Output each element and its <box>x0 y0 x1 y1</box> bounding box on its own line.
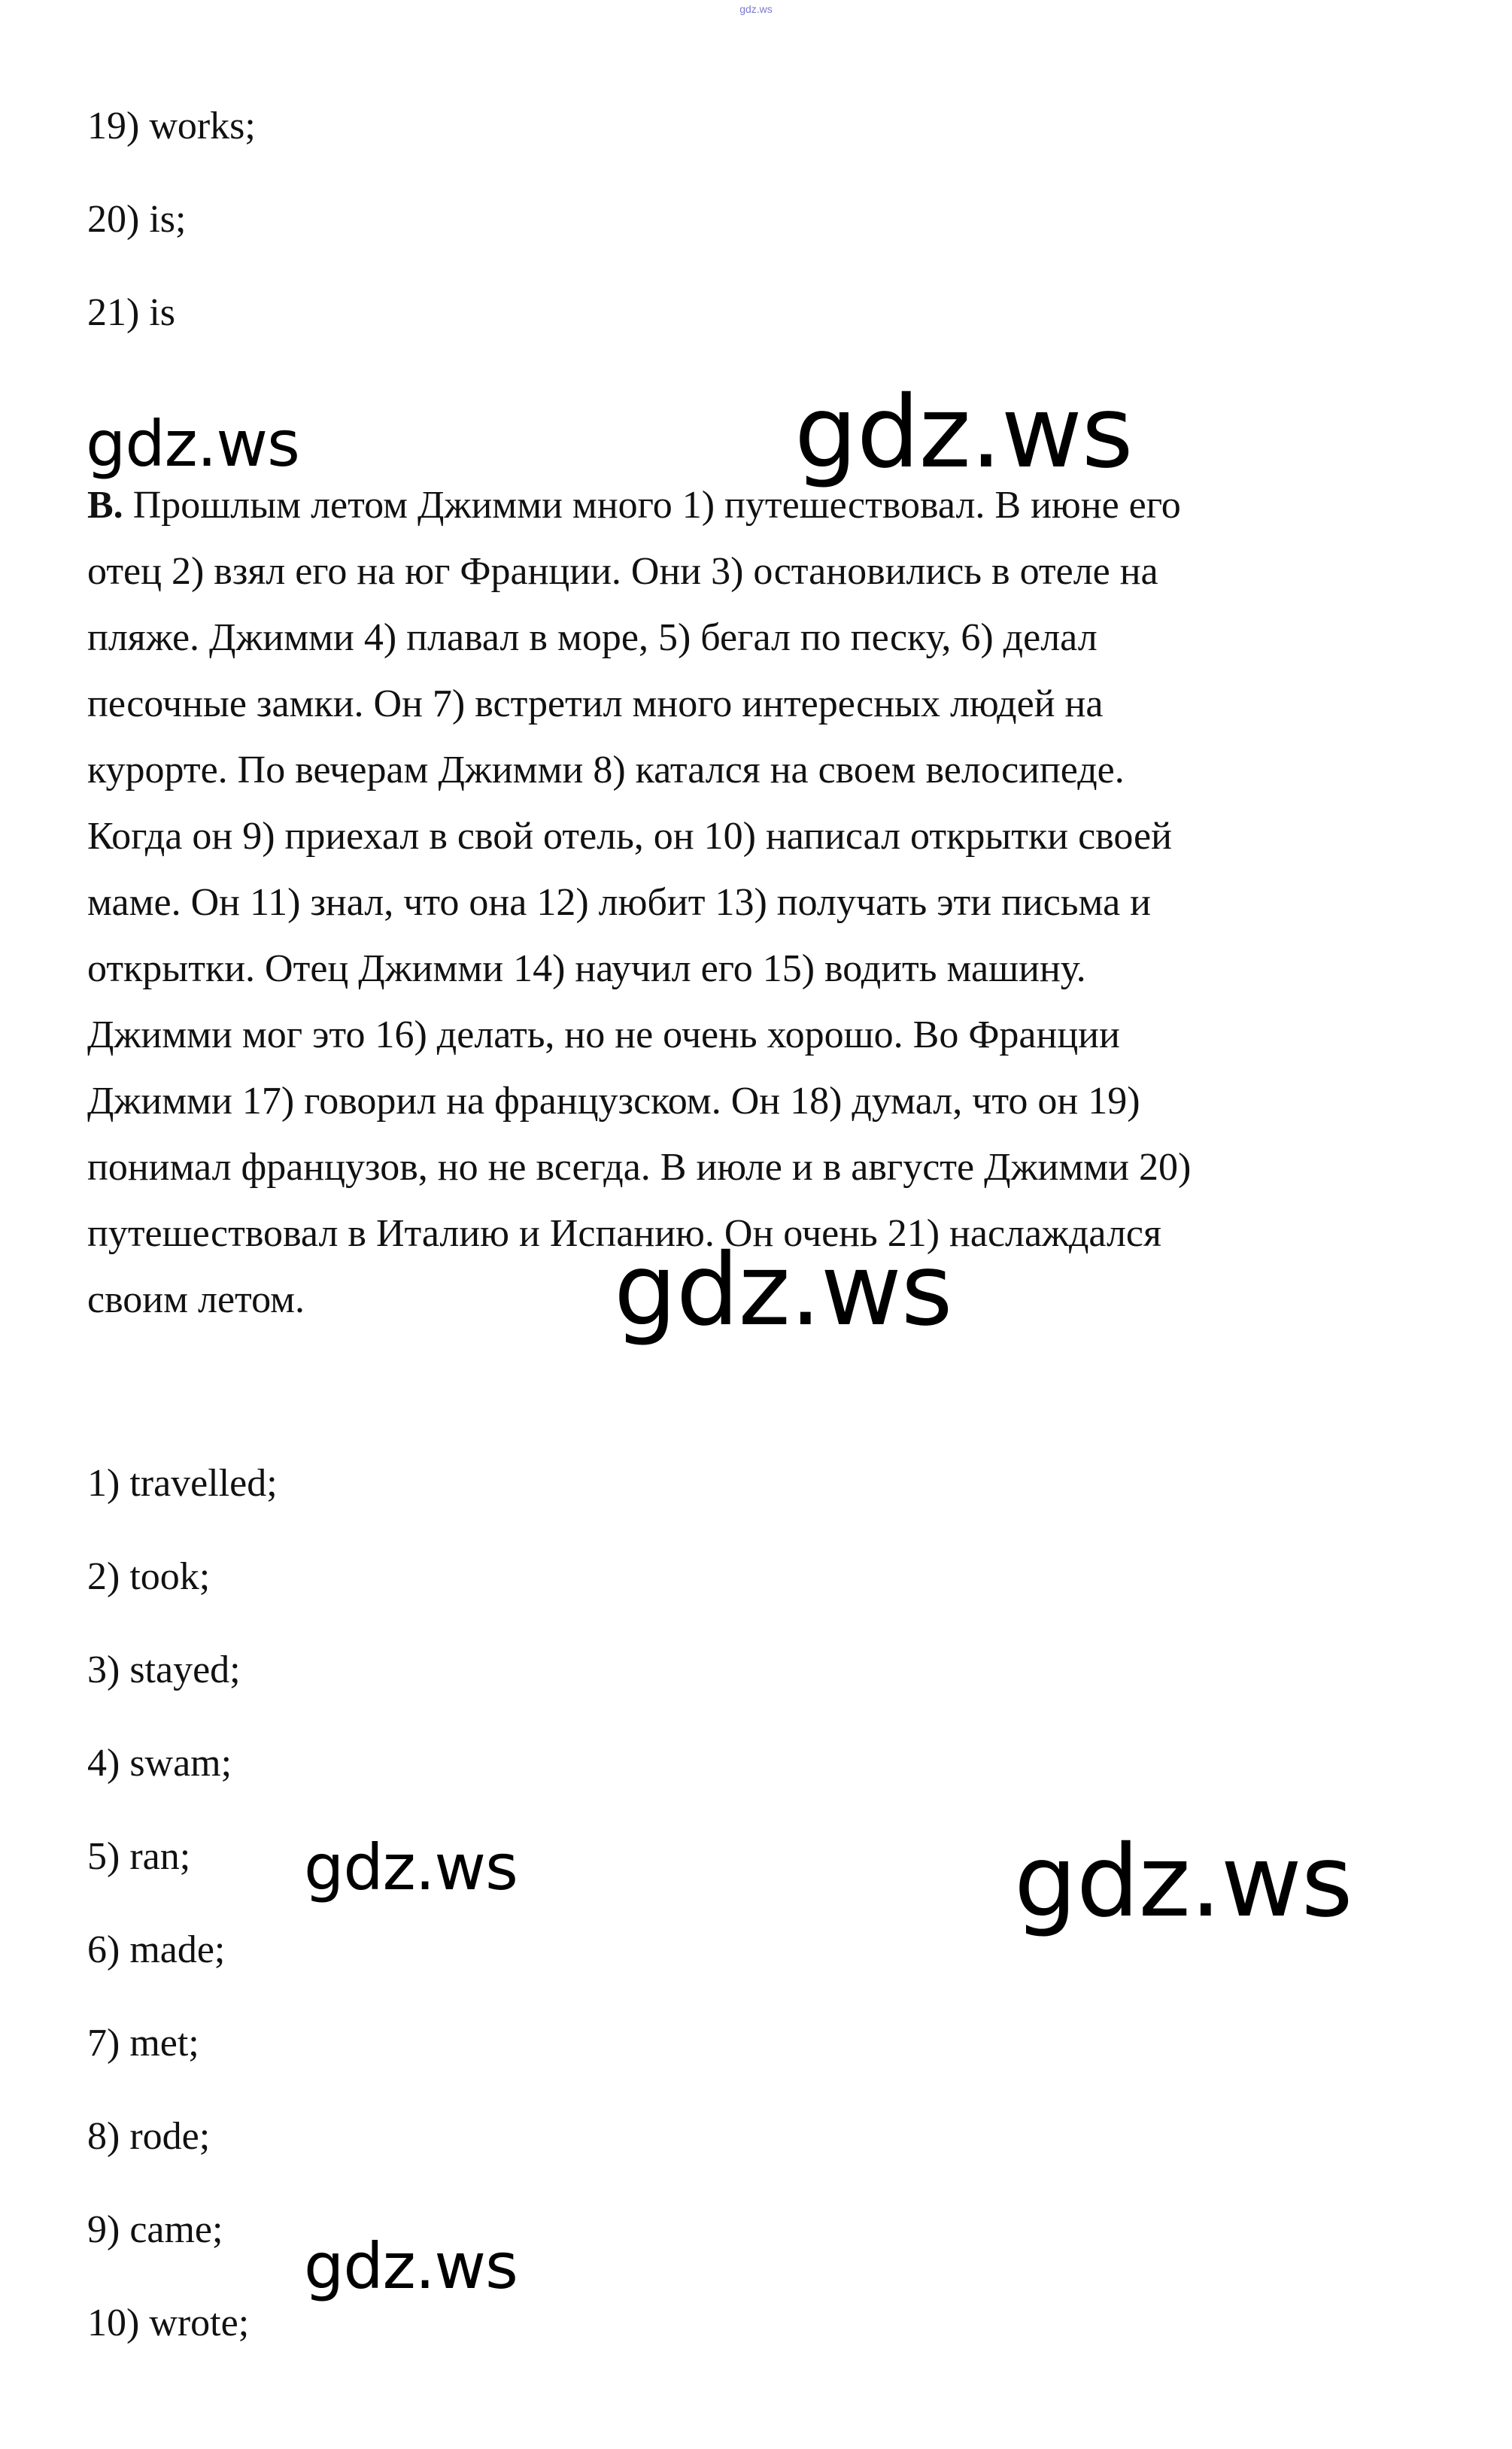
answer-line-b7: 7) met; <box>87 2022 199 2065</box>
paragraph-line: Джимми мог это 16) делать, но не очень хорошо. Во Франции <box>87 1013 1120 1056</box>
answer-line-20: 20) is; <box>87 198 187 241</box>
watermark: gdz.ws <box>86 407 299 481</box>
paragraph-line: пляже. Джимми 4) плавал в море, 5) бегал по песку, 6) делал <box>87 616 1098 659</box>
paragraph-line <box>87 472 1441 539</box>
answer-line-b3: 3) stayed; <box>87 1648 241 1691</box>
paragraph-line: Когда он 9) приехал в свой отель, он 10) написал открытки своей <box>87 815 1172 858</box>
paragraph-line: путешествовал в Италию и Испанию. Он очень 21) наслаждался <box>87 1212 1161 1255</box>
answer-line-b6: 6) made; <box>87 1928 226 1971</box>
answer-line-b2: 2) took; <box>87 1555 211 1598</box>
answer-line-b10: 10) wrote; <box>87 2302 250 2344</box>
watermark: gdz.ws <box>614 1232 952 1348</box>
header-site-mark: gdz.ws <box>739 3 773 15</box>
paragraph-line: открытки. Отец Джимми 14) научил его 15) водить машину. <box>87 947 1086 990</box>
paragraph-line: маме. Он 11) знал, что она 12) любит 13) получать эти письма и <box>87 881 1151 924</box>
paragraph-line: отец 2) взял его на юг Франции. Они 3) остановились в отеле на <box>87 550 1158 593</box>
answer-line-b5: 5) ran; <box>87 1835 191 1878</box>
watermark: gdz.ws <box>794 375 1133 491</box>
answer-line-21: 21) is <box>87 291 175 334</box>
paragraph-line: Джимми 17) говорил на французском. Он 18) думал, что он 19) <box>87 1080 1140 1123</box>
answer-line-b8: 8) rode; <box>87 2115 211 2158</box>
answer-line-b9: 9) came; <box>87 2208 223 2251</box>
answer-line-19: 19) works; <box>87 105 256 147</box>
section-b-label: В. <box>87 484 123 527</box>
paragraph-line: курорте. По вечерам Джимми 8) катался на своем велосипеде. <box>87 749 1125 792</box>
watermark: gdz.ws <box>304 1831 518 1904</box>
paragraph-line: песочные замки. Он 7) встретил много интересных людей на <box>87 682 1104 725</box>
watermark: gdz.ws <box>1014 1824 1353 1940</box>
paragraph-line-text: Прошлым летом Джимми много 1) путешествовал. В июне его <box>123 484 1181 527</box>
watermark: gdz.ws <box>304 2229 518 2303</box>
answer-line-b4: 4) swam; <box>87 1742 232 1785</box>
paragraph-line: понимал французов, но не всегда. В июле и в августе Джимми 20) <box>87 1146 1192 1189</box>
paragraph-line: своим летом. <box>87 1278 305 1321</box>
section-b-paragraph <box>87 472 1441 1333</box>
answer-line-b1: 1) travelled; <box>87 1462 278 1505</box>
